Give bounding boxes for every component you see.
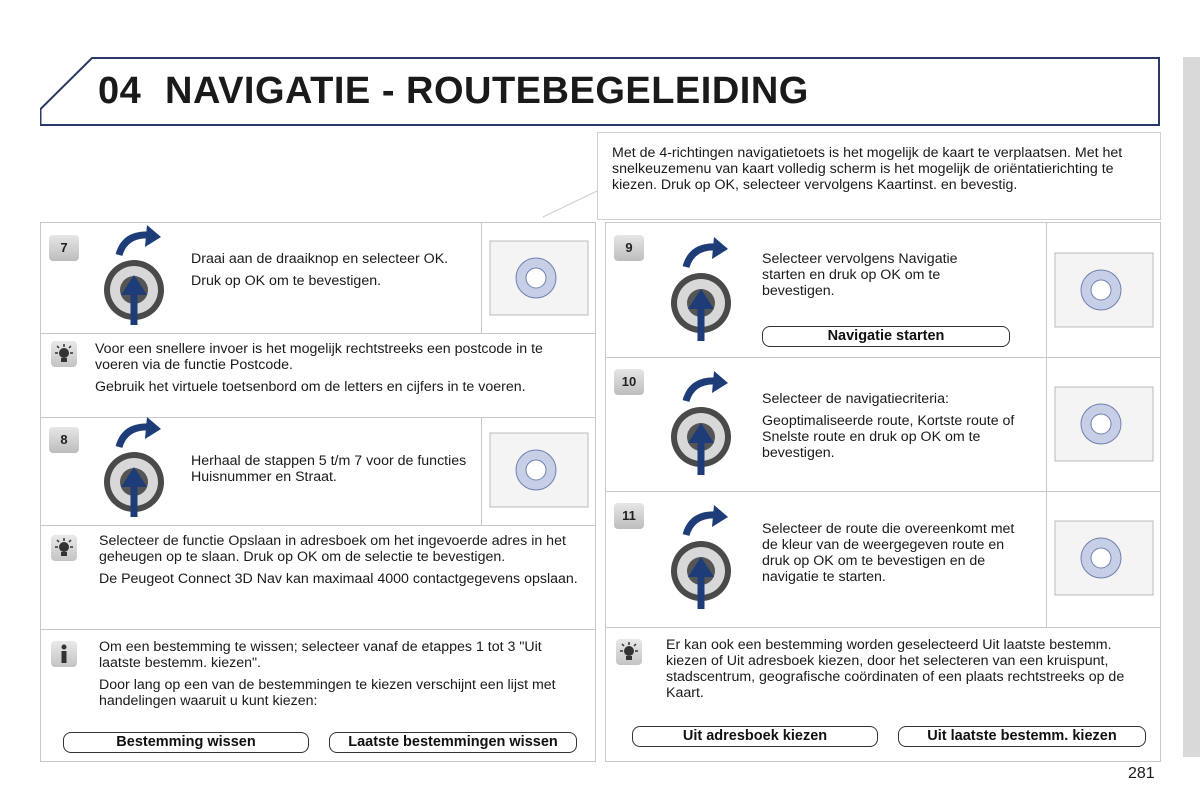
tip-2-line1: Selecteer de functie Opslaan in adresboek om het ingevoerde adres in het geheugen op te slaan. Druk op OK om de selectie te bevestigen. [99, 533, 566, 565]
tip-3-line1: Er kan ook een bestemming worden geselecteerd Uit laatste bestemm. kiezen of Uit adresboek kiezen, door het selecteren van een kruispunt, stadscentrum, geografische coördinaten of een plaats rechtstreeks op de Kaart. [666, 637, 1125, 701]
radio-panel-thumbnail [1046, 491, 1161, 627]
tip-text [666, 637, 1148, 707]
bestemming-wissen-button[interactable]: Bestemming wissen [63, 732, 309, 753]
callout-pointer [540, 190, 600, 220]
info-row [41, 629, 595, 761]
info-text [99, 639, 579, 715]
step-text [762, 391, 1032, 467]
step-10-line2: Geoptimaliseerde route, Kortste route of Snelste route en druk op OK om te bevestigen. [762, 413, 1015, 461]
intro-text: Met de 4-richtingen navigatietoets is het mogelijk de kaart te verplaatsen. Met het snelkeuzemenu van kaart volledig scherm is het mogelijk de oriëntatierichting te kiezen. Druk op OK, selecteer vervolgens Kaartinst. en bevestig. [612, 145, 1123, 193]
step-7-line2: Druk op OK om te bevestigen. [191, 273, 382, 289]
info-icon [51, 641, 77, 667]
chapter-header [40, 57, 1160, 127]
left-panel [40, 222, 596, 762]
step-number-badge: 8 [49, 427, 79, 453]
step-10-line1: Selecteer de navigatiecriteria: [762, 391, 949, 407]
page-title: NAVIGATIE - ROUTEBEGELEIDING [165, 70, 809, 112]
info-line2: Door lang op een van de bestemmingen te kiezen verschijnt een lijst met handelingen waaruit u kunt kiezen: [99, 677, 556, 709]
step-number-badge: 10 [614, 369, 644, 395]
step-text [191, 251, 481, 295]
step-text [762, 251, 1002, 305]
step-7-line1: Draai aan de draaiknop en selecteer OK. [191, 251, 449, 267]
rotary-knob-icon [668, 505, 738, 613]
step-10-row [606, 357, 1160, 492]
intro-box [597, 132, 1161, 220]
lightbulb-icon [51, 535, 77, 561]
rotary-knob-icon [101, 225, 171, 330]
step-11-row [606, 491, 1160, 628]
rotary-knob-icon [668, 237, 738, 345]
tip-postcode-row [41, 333, 595, 418]
page-number: 281 [1128, 765, 1155, 782]
chapter-number: 04 [98, 70, 142, 112]
uit-adresboek-kiezen-button[interactable]: Uit adresboek kiezen [632, 726, 878, 747]
step-text [191, 453, 471, 491]
laatste-bestemmingen-wissen-button[interactable]: Laatste bestemmingen wissen [329, 732, 577, 753]
radio-panel-thumbnail [1046, 223, 1161, 357]
tip-adresboek-row [41, 525, 595, 630]
radio-panel-thumbnail [481, 223, 596, 333]
tip-1-line1: Voor een snellere invoer is het mogelijk rechtstreeks een postcode in te voeren via de functie Postcode. [95, 341, 543, 373]
step-number-badge: 11 [614, 503, 644, 529]
side-tab-bar [1183, 57, 1200, 757]
step-9-line1: Selecteer vervolgens Navigatie starten en druk op OK om te bevestigen. [762, 251, 958, 299]
navigatie-starten-button[interactable]: Navigatie starten [762, 326, 1010, 347]
step-8-line1: Herhaal de stappen 5 t/m 7 voor de functies Huisnummer en Straat. [191, 453, 467, 485]
rotary-knob-icon [101, 417, 171, 522]
tip-text [99, 533, 583, 593]
uit-laatste-bestemm-kiezen-button[interactable]: Uit laatste bestemm. kiezen [898, 726, 1146, 747]
step-number-badge: 7 [49, 235, 79, 261]
step-8-row [41, 417, 595, 526]
tip-text [95, 341, 575, 401]
radio-panel-thumbnail [1046, 357, 1161, 491]
step-7-row [41, 223, 595, 334]
lightbulb-icon [51, 341, 77, 367]
step-number-badge: 9 [614, 235, 644, 261]
step-11-line1: Selecteer de route die overeenkomt met de kleur van de weergegeven route en druk op OK om te bevestigen en de navigatie te starten. [762, 521, 1015, 585]
info-line1: Om een bestemming te wissen; selecteer vanaf de etappes 1 tot 3 "Uit laatste bestemm. kiezen". [99, 639, 542, 671]
tip-selection-row [606, 627, 1160, 761]
right-panel [605, 222, 1161, 762]
rotary-knob-icon [668, 371, 738, 479]
radio-panel-thumbnail [481, 417, 596, 525]
step-text [762, 521, 1032, 591]
tip-2-line2: De Peugeot Connect 3D Nav kan maximaal 4000 contactgegevens opslaan. [99, 571, 578, 587]
tip-1-line2: Gebruik het virtuele toetsenbord om de letters en cijfers in te voeren. [95, 379, 526, 395]
step-9-row [606, 223, 1160, 358]
lightbulb-icon [616, 639, 642, 665]
